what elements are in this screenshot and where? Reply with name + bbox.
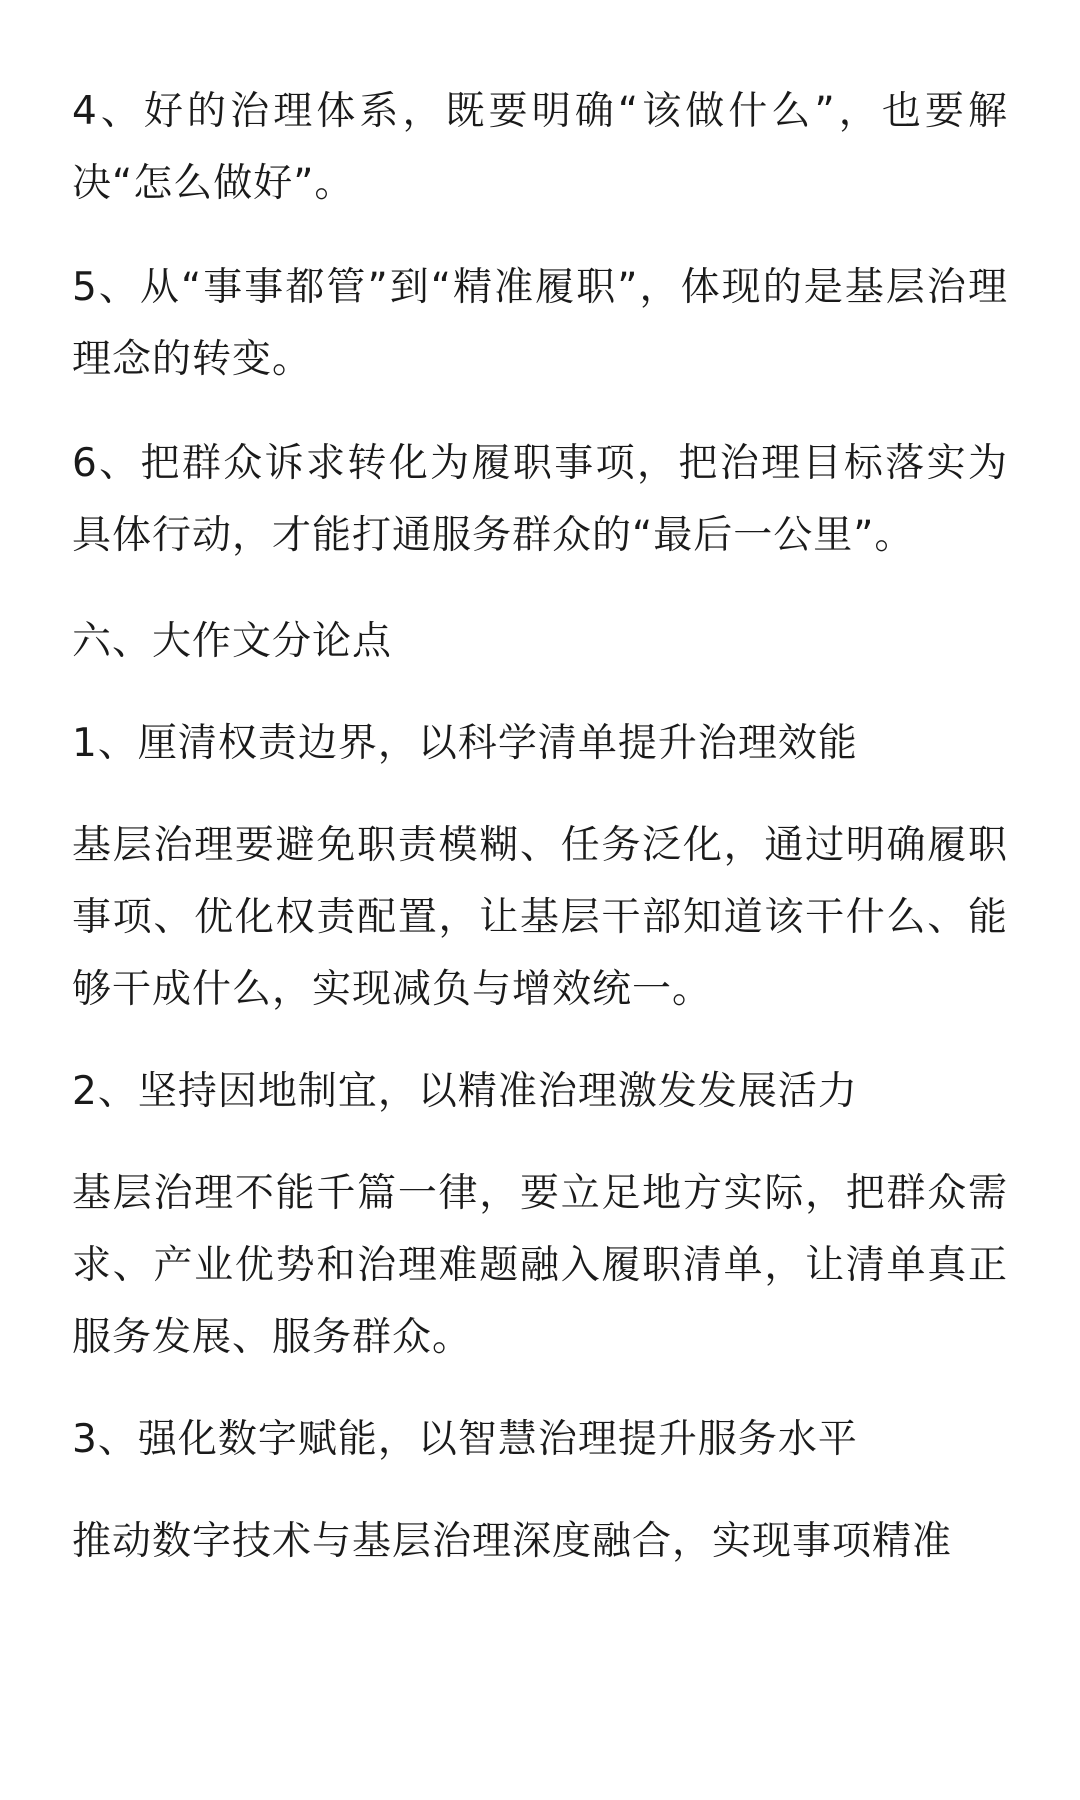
section-heading-essay-arguments: 六、大作文分论点 bbox=[72, 619, 393, 664]
paragraph-point-5: 5、从“事事都管”到“精准履职”，体现的是基层治理理念的转变。 bbox=[72, 265, 1008, 382]
argument-heading-2: 2、坚持因地制宜，以精准治理激发发展活力 bbox=[72, 1069, 858, 1114]
argument-heading-1: 1、厘清权责边界，以科学清单提升治理效能 bbox=[72, 721, 858, 766]
paragraph-point-6: 6、把群众诉求转化为履职事项，把治理目标落实为具体行动，才能打通服务群众的“最后一公里”。 bbox=[72, 441, 1008, 558]
argument-body-3: 推动数字技术与基层治理深度融合，实现事项精准 bbox=[72, 1519, 953, 1564]
paragraph-point-4: 4、好的治理体系，既要明确“该做什么”，也要解决“怎么做好”。 bbox=[72, 89, 1008, 206]
argument-body-2: 基层治理不能千篇一律，要立足地方实际，把群众需求、产业优势和治理难题融入履职清单，让清单真正服务发展、服务群众。 bbox=[72, 1171, 1008, 1360]
argument-heading-3: 3、强化数字赋能，以智慧治理提升服务水平 bbox=[72, 1417, 858, 1462]
argument-body-1: 基层治理要避免职责模糊、任务泛化，通过明确履职事项、优化权责配置，让基层干部知道该干什么、能够干成什么，实现减负与增效统一。 bbox=[72, 823, 1008, 1012]
article-body bbox=[72, 76, 1008, 1578]
